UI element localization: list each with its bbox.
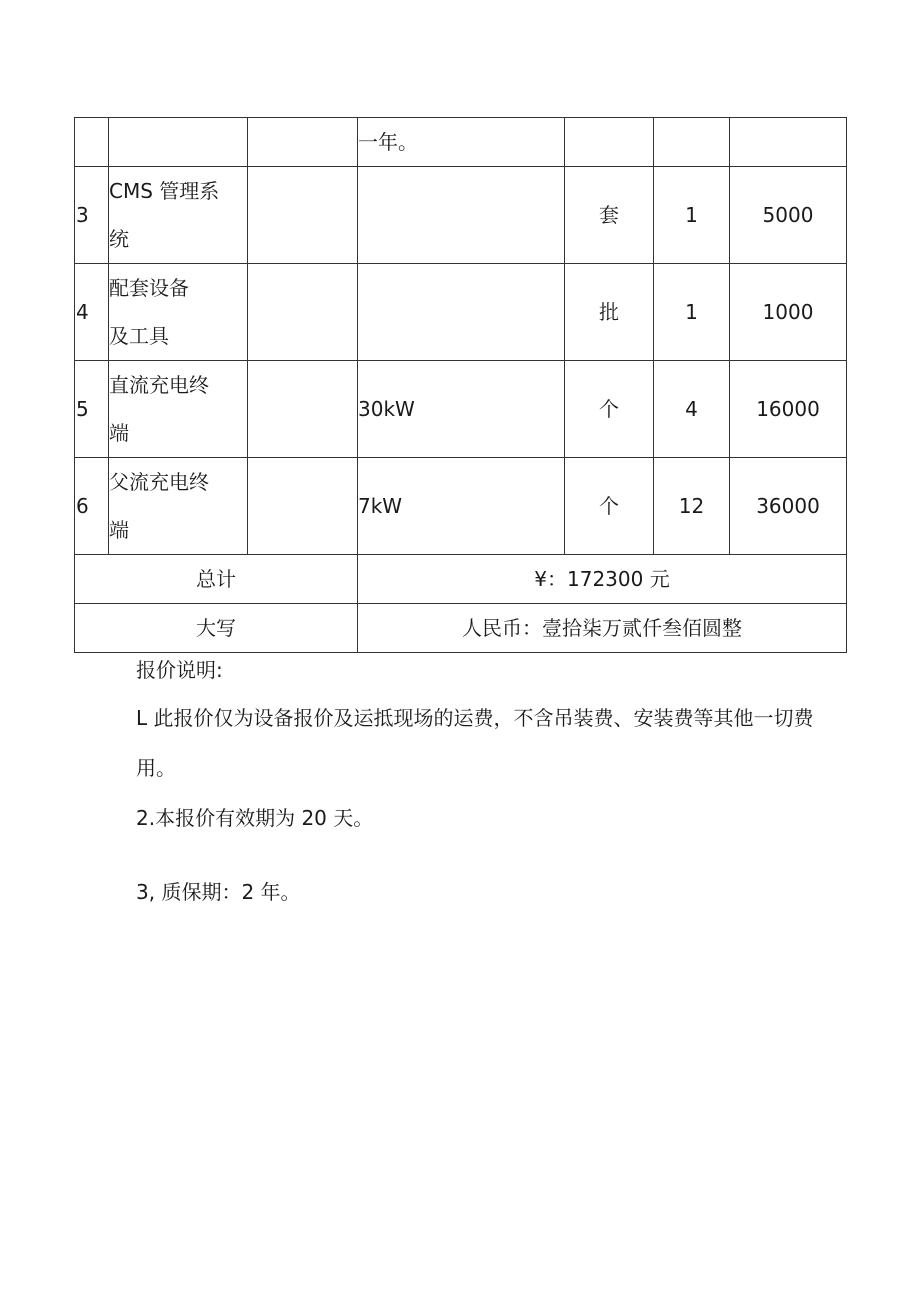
item-price: 36000 <box>730 458 847 555</box>
row-number: 4 <box>75 264 109 361</box>
item-unit: 套 <box>565 167 654 264</box>
table-row <box>75 458 847 555</box>
table-row <box>75 167 847 264</box>
item-qty: 12 <box>654 458 730 555</box>
capital-value: 人民币：壹拾柒万贰仟叁佰圆整 <box>358 604 847 653</box>
item-spec: 30kW <box>358 361 565 458</box>
capital-row <box>75 604 847 653</box>
item-qty: 4 <box>654 361 730 458</box>
total-label: 总计 <box>75 555 358 604</box>
quote-table <box>74 117 847 653</box>
item-unit: 批 <box>565 264 654 361</box>
table-row <box>75 264 847 361</box>
continuation-text: 一年。 <box>358 118 565 167</box>
item-spec <box>358 264 565 361</box>
quote-notes <box>136 655 836 917</box>
item-qty: 1 <box>654 167 730 264</box>
row-number: 6 <box>75 458 109 555</box>
total-row <box>75 555 847 604</box>
table-row-continuation <box>75 118 847 167</box>
item-spec <box>358 167 565 264</box>
item-name: CMS 管理系 统 <box>109 167 248 264</box>
table-row <box>75 361 847 458</box>
notes-title: 报价说明: <box>136 658 223 682</box>
total-value: ¥：172300 元 <box>358 555 847 604</box>
item-qty: 1 <box>654 264 730 361</box>
item-unit: 个 <box>565 361 654 458</box>
item-price: 1000 <box>730 264 847 361</box>
item-price: 16000 <box>730 361 847 458</box>
row-number: 3 <box>75 167 109 264</box>
item-name: 配套设备 及工具 <box>109 264 248 361</box>
item-price: 5000 <box>730 167 847 264</box>
item-unit: 个 <box>565 458 654 555</box>
item-name: 父流充电终 端 <box>109 458 248 555</box>
item-name: 直流充电终 端 <box>109 361 248 458</box>
note-item: 3, 质保期：2 年。 <box>136 880 301 904</box>
row-number: 5 <box>75 361 109 458</box>
note-item: 2.本报价有效期为 20 天。 <box>136 806 374 830</box>
capital-label: 大写 <box>75 604 358 653</box>
note-item: L 此报价仅为设备报价及运抵现场的运费，不含吊装费、安装费等其他一切费用。 <box>136 706 814 780</box>
item-spec: 7kW <box>358 458 565 555</box>
